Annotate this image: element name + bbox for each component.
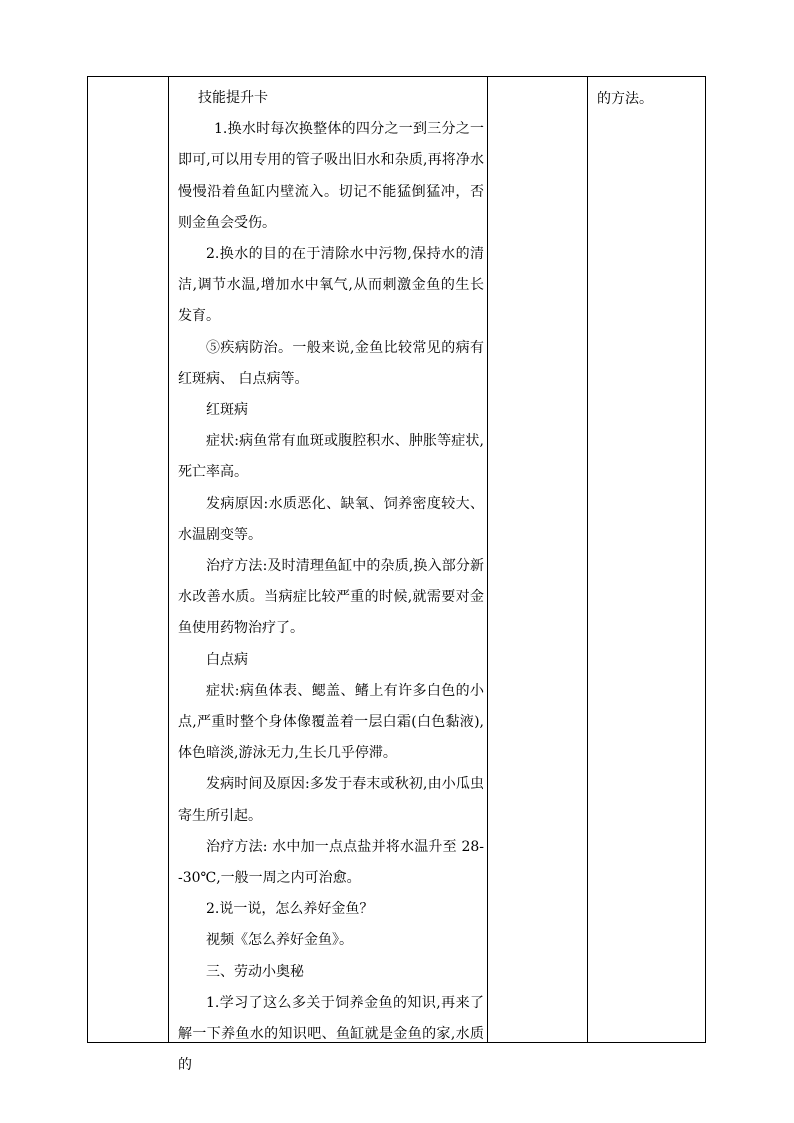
heading-white-spot-disease: 白点病 (206, 651, 248, 668)
section-heading-labor-secrets: 三、劳动小奥秘 (206, 963, 304, 980)
design-intent-cell (588, 77, 706, 1042)
paragraph-water-quality-intro: 1.学习了这么多关于饲养金鱼的知识,再来了解一下养鱼水的知识吧、鱼缸就是金鱼的家,水质的 (178, 994, 484, 1074)
paragraph-video-reference: 视频《怎么养好金鱼》。 (206, 932, 353, 949)
paragraph-discussion-prompt: 2.说一说，怎么养好金鱼？ (206, 901, 374, 918)
heading-red-spot-disease: 红斑病 (206, 402, 248, 419)
paragraph-white-spot-symptoms: 症状:病鱼体表、鳃盖、鳍上有许多白色的小点,严重时整个身体像覆盖着一层白霜(白色黏液),体色暗淡,游泳无力,生长几乎停滞。 (178, 682, 484, 762)
paragraph-white-spot-causes: 发病时间及原因:多发于春末或秋初,由小瓜虫寄生所引起。 (178, 776, 484, 824)
lesson-table (87, 76, 706, 1074)
section-heading-skill-card: 技能提升卡 (198, 90, 268, 106)
paragraph-disease-prevention: ⑤疾病防治。一般来说,金鱼比较常见的病有红斑病、 白点病等。 (178, 339, 484, 387)
paragraph-red-spot-symptoms: 症状:病鱼常有血斑或腹腔积水、肿胀等症状,死亡率高。 (178, 433, 484, 481)
paragraph-water-change-purpose: 2.换水的目的在于清除水中污物,保持水的清洁,调节水温,增加水中氧气,从而刺激金鱼的生长发育。 (178, 246, 484, 325)
activity-content-cell (169, 77, 488, 1074)
paragraph-red-spot-causes: 发病原因:水质恶化、缺氧、饲养密度较大、水温剧变等。 (178, 495, 484, 543)
paragraph-red-spot-treatment: 治疗方法:及时清理鱼缸中的杂质,换入部分新水改善水质。当病症比较严重的时候,就需要对金鱼使用药物治疗了。 (178, 558, 484, 637)
design-intent-text: 的方法。 (597, 91, 653, 107)
paragraph-water-change-method: 1.换水时每次换整体的四分之一到三分之一即可,可以用专用的管子吸出旧水和杂质,再将净水慢慢沿着鱼缸内壁流入。切记不能猛倒猛冲，否则金鱼会受伤。 (178, 121, 484, 231)
paragraph-white-spot-treatment: 治疗方法: 水中加一点点盐并将水温升至 28--30℃,一般一周之内可治愈。 (178, 838, 484, 887)
